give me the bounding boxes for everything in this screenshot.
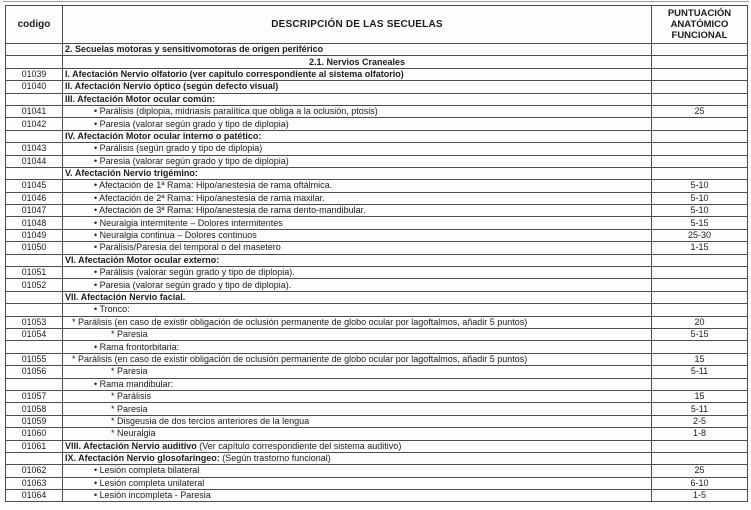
description-cell — [63, 192, 652, 204]
description-note: (Ver capítulo correspondiente del sistema auditivo) — [196, 440, 402, 451]
table-body — [6, 44, 748, 502]
description-cell — [63, 465, 652, 477]
score-value: 15 — [694, 353, 705, 364]
description-text: VIII. Afectación Nervio auditivo — [65, 440, 197, 451]
code-cell — [6, 180, 63, 192]
description-text: * Disgeusia de dos tercios anteriores de la lengua — [111, 415, 310, 426]
code-cell — [6, 68, 63, 80]
description-text: • Neuralgia intermitente – Dolores intermitentes — [94, 217, 283, 228]
description-text: • Paresia (valorar según grado y tipo de diplopia) — [94, 118, 289, 129]
table-row — [6, 490, 748, 502]
code-cell — [6, 316, 63, 328]
code-cell — [6, 81, 63, 93]
score-cell — [652, 81, 748, 93]
table-row — [6, 68, 748, 80]
score-cell — [652, 130, 748, 142]
score-value: 15 — [694, 391, 705, 402]
sequela-code: 01039 — [21, 68, 47, 79]
description-text: • Parálisis (según grado y tipo de diplopia) — [94, 143, 263, 154]
code-cell — [6, 390, 63, 402]
description-cell — [63, 428, 652, 440]
score-cell — [652, 390, 748, 402]
sequela-code: 01057 — [21, 391, 47, 402]
code-cell — [6, 415, 63, 427]
score-value: 5-15 — [690, 329, 709, 340]
code-cell — [6, 56, 63, 68]
description-text: V. Afectación Nervio trigémino: — [65, 168, 198, 179]
description-cell — [63, 267, 652, 279]
description-cell — [63, 279, 652, 291]
code-cell — [6, 254, 63, 266]
description-text: II. Afectación Nervio óptico (según defecto visual) — [65, 81, 279, 92]
score-value: 20 — [694, 316, 705, 327]
description-text: • Paresia (valorar según grado y tipo de diplopia) — [94, 155, 289, 166]
score-value: 25-30 — [687, 230, 712, 241]
description-note: (Según trastorno funcional) — [219, 453, 331, 464]
code-cell — [6, 130, 63, 142]
score-cell — [652, 403, 748, 415]
sequela-code: 01044 — [21, 155, 47, 166]
score-cell — [652, 341, 748, 353]
score-value: 5-11 — [690, 403, 709, 414]
code-cell — [6, 452, 63, 464]
code-cell — [6, 428, 63, 440]
score-cell — [652, 378, 748, 390]
description-text: • Rama frontorbitaria: — [94, 341, 180, 352]
table-row — [6, 242, 748, 254]
description-text: • Afectación de 3ª Rama: Hipo/anestesia de rama dento-mandibular. — [94, 205, 366, 216]
table-row — [6, 118, 748, 130]
code-cell — [6, 477, 63, 489]
table-row — [6, 452, 748, 464]
table-row — [6, 316, 748, 328]
description-cell — [63, 205, 652, 217]
description-cell — [63, 167, 652, 179]
description-cell — [63, 440, 652, 452]
score-cell — [652, 205, 748, 217]
score-cell — [652, 452, 748, 464]
description-cell — [63, 415, 652, 427]
description-text: * Paresia — [111, 329, 148, 340]
sequela-code: 01042 — [21, 118, 47, 129]
table-row — [6, 229, 748, 241]
sequela-code: 01059 — [21, 415, 47, 426]
sequela-code: 01062 — [21, 465, 47, 476]
code-cell — [6, 205, 63, 217]
description-text: 2.1. Nervios Craneales — [308, 56, 406, 67]
description-text: • Parálisis/Paresia del temporal o del masetero — [94, 242, 281, 253]
score-cell — [652, 328, 748, 340]
code-cell — [6, 155, 63, 167]
code-cell — [6, 304, 63, 316]
score-cell — [652, 68, 748, 80]
description-text: • Parálisis (valorar según grado y tipo de diplopia). — [94, 267, 295, 278]
code-cell — [6, 366, 63, 378]
table-row — [6, 440, 748, 452]
page-top-rule — [3, 1, 749, 2]
table-row — [6, 328, 748, 340]
table-row — [6, 366, 748, 378]
description-cell — [63, 366, 652, 378]
score-cell — [652, 155, 748, 167]
score-value: 6-10 — [690, 477, 709, 488]
description-text: • Parálisis (diplopia, midriasis paralítica que obliga a la oclusión, ptosis) — [94, 106, 378, 117]
score-value: 1-8 — [692, 428, 706, 439]
description-text: * Parálisis — [111, 391, 152, 402]
sequela-code: 01053 — [21, 316, 47, 327]
score-value: 5-15 — [690, 217, 709, 228]
description-cell — [63, 118, 652, 130]
header-descripcion: DESCRIPCIÓN DE LAS SECUELAS — [63, 6, 652, 44]
sequela-code: 01050 — [21, 242, 47, 253]
description-text: • Lesión incompleta - Paresia — [94, 490, 211, 501]
code-cell — [6, 267, 63, 279]
table-row — [6, 167, 748, 179]
description-text: • Tronco: — [94, 304, 130, 315]
description-cell — [63, 452, 652, 464]
description-cell — [63, 477, 652, 489]
score-cell — [652, 242, 748, 254]
table-row — [6, 291, 748, 303]
code-cell — [6, 217, 63, 229]
description-cell — [63, 229, 652, 241]
score-cell — [652, 44, 748, 56]
code-cell — [6, 341, 63, 353]
code-cell — [6, 490, 63, 502]
table-row — [6, 254, 748, 266]
score-cell — [652, 279, 748, 291]
description-cell — [63, 105, 652, 117]
header-codigo: codigo — [6, 6, 63, 44]
description-cell — [63, 93, 652, 105]
sequela-code: 01041 — [21, 106, 47, 117]
code-cell — [6, 105, 63, 117]
description-text: III. Afectación Motor ocular común: — [65, 93, 216, 104]
table-row — [6, 105, 748, 117]
score-value: 5-10 — [690, 180, 709, 191]
code-cell — [6, 167, 63, 179]
table-row — [6, 143, 748, 155]
table-row — [6, 390, 748, 402]
code-cell — [6, 192, 63, 204]
table-row — [6, 130, 748, 142]
score-cell — [652, 366, 748, 378]
table-row — [6, 428, 748, 440]
description-text: • Paresia (valorar según grado y tipo de diplopia). — [94, 279, 292, 290]
header-row — [6, 6, 748, 44]
table-row — [6, 155, 748, 167]
description-text: VII. Afectación Nervio facial. — [65, 292, 186, 302]
table-row — [6, 304, 748, 316]
score-value: 25 — [694, 465, 705, 476]
table-row — [6, 477, 748, 489]
description-text: * Parálisis (en caso de existir obligación de oclusión permanente de globo ocular por lagoftalmos, añadir 5 puntos) — [72, 353, 528, 364]
score-cell — [652, 415, 748, 427]
score-cell — [652, 465, 748, 477]
score-value: 5-10 — [690, 192, 709, 203]
score-cell — [652, 167, 748, 179]
description-text: VI. Afectación Motor ocular externo: — [65, 254, 220, 265]
table-row — [6, 353, 748, 365]
description-text: I. Afectación Nervio olfatorio (ver capitulo correspondiente al sistema olfatorio) — [65, 68, 404, 79]
code-cell — [6, 143, 63, 155]
description-cell — [63, 155, 652, 167]
description-text: IX. Afectación Nervio glosofaringeo: — [65, 453, 220, 464]
score-value: 5-11 — [690, 366, 709, 377]
description-cell — [63, 68, 652, 80]
description-cell — [63, 143, 652, 155]
score-cell — [652, 440, 748, 452]
description-cell — [63, 316, 652, 328]
table-row — [6, 44, 748, 56]
sequela-code: 01045 — [21, 180, 47, 191]
sequela-code: 01052 — [21, 279, 47, 290]
description-cell — [63, 304, 652, 316]
description-cell — [63, 341, 652, 353]
sequela-code: 01051 — [21, 267, 47, 278]
table-row — [6, 279, 748, 291]
code-cell — [6, 279, 63, 291]
score-cell — [652, 180, 748, 192]
code-cell — [6, 378, 63, 390]
description-cell — [63, 44, 652, 56]
sequela-code: 01056 — [21, 366, 47, 377]
table-row — [6, 56, 748, 68]
score-cell — [652, 118, 748, 130]
sequela-code: 01043 — [21, 143, 47, 154]
sequela-code: 01048 — [21, 217, 47, 228]
score-cell — [652, 428, 748, 440]
description-cell — [63, 328, 652, 340]
description-cell — [63, 353, 652, 365]
description-cell — [63, 291, 652, 303]
code-cell — [6, 93, 63, 105]
score-cell — [652, 291, 748, 303]
table-row — [6, 93, 748, 105]
description-cell — [63, 403, 652, 415]
sequela-code: 01063 — [21, 477, 47, 488]
description-cell — [63, 217, 652, 229]
table-row — [6, 267, 748, 279]
code-cell — [6, 118, 63, 130]
score-cell — [652, 93, 748, 105]
description-cell — [63, 490, 652, 502]
sequela-code: 01049 — [21, 230, 47, 241]
score-cell — [652, 353, 748, 365]
table-row — [6, 465, 748, 477]
sequela-code: 01060 — [21, 428, 47, 439]
description-cell — [63, 390, 652, 402]
sequela-code: 01061 — [21, 440, 47, 451]
description-text: • Neuralgia continua – Dolores continuos — [94, 230, 257, 241]
description-cell — [63, 180, 652, 192]
code-cell — [6, 229, 63, 241]
table-row — [6, 192, 748, 204]
sequela-code: 01055 — [21, 353, 47, 364]
table-row — [6, 81, 748, 93]
code-cell — [6, 440, 63, 452]
score-value: 2-5 — [692, 415, 706, 426]
code-cell — [6, 44, 63, 56]
header-puntuacion: PUNTUACIÓN ANATÓMICO FUNCIONAL — [652, 6, 748, 44]
code-cell — [6, 242, 63, 254]
table-row — [6, 403, 748, 415]
description-text: * Parálisis (en caso de existir obligación de oclusión permanente de globo ocular por lagoftalmos, añadir 5 puntos) — [72, 316, 528, 327]
description-cell — [63, 56, 652, 68]
description-text: * Neuralgia — [111, 428, 156, 439]
sequelae-score-table — [5, 5, 748, 502]
description-cell — [63, 254, 652, 266]
table-row — [6, 415, 748, 427]
score-cell — [652, 143, 748, 155]
description-text: • Lesión completa unilateral — [94, 477, 205, 488]
code-cell — [6, 353, 63, 365]
sequela-code: 01040 — [21, 81, 47, 92]
score-cell — [652, 105, 748, 117]
sequela-code: 01047 — [21, 205, 47, 216]
score-cell — [652, 490, 748, 502]
sequela-code: 01064 — [21, 490, 47, 501]
score-cell — [652, 477, 748, 489]
description-text: • Afectación de 2ª Rama: Hipo/anestesia de rama maxilar. — [94, 192, 325, 203]
description-text: IV. Afectación Motor ocular interno o patético: — [65, 130, 262, 141]
score-cell — [652, 56, 748, 68]
sequela-code: 01058 — [21, 403, 47, 414]
description-text: • Rama mandibular: — [94, 378, 174, 389]
description-cell — [63, 130, 652, 142]
description-text: * Paresia — [111, 403, 148, 414]
table-row — [6, 217, 748, 229]
code-cell — [6, 465, 63, 477]
table-row — [6, 378, 748, 390]
score-value: 1-5 — [692, 490, 706, 501]
description-cell — [63, 242, 652, 254]
table-row — [6, 180, 748, 192]
code-cell — [6, 328, 63, 340]
description-text: • Lesión completa bilateral — [94, 465, 200, 476]
code-cell — [6, 403, 63, 415]
score-cell — [652, 229, 748, 241]
description-text: * Paresia — [111, 366, 148, 377]
score-cell — [652, 192, 748, 204]
description-cell — [63, 81, 652, 93]
score-cell — [652, 316, 748, 328]
score-cell — [652, 254, 748, 266]
table-row — [6, 341, 748, 353]
description-cell — [63, 378, 652, 390]
table-row — [6, 205, 748, 217]
score-cell — [652, 217, 748, 229]
description-text: 2. Secuelas motoras y sensitivomotoras de origen periférico — [65, 44, 324, 55]
score-cell — [652, 267, 748, 279]
description-text: • Afectación de 1ª Rama: Hipo/anestesia de rama oftálmica. — [94, 180, 333, 191]
score-value: 25 — [694, 106, 705, 117]
score-cell — [652, 304, 748, 316]
sequela-code: 01046 — [21, 192, 47, 203]
score-value: 5-10 — [690, 205, 709, 216]
code-cell — [6, 291, 63, 303]
score-value: 1-15 — [690, 242, 709, 253]
sequela-code: 01054 — [21, 329, 47, 340]
